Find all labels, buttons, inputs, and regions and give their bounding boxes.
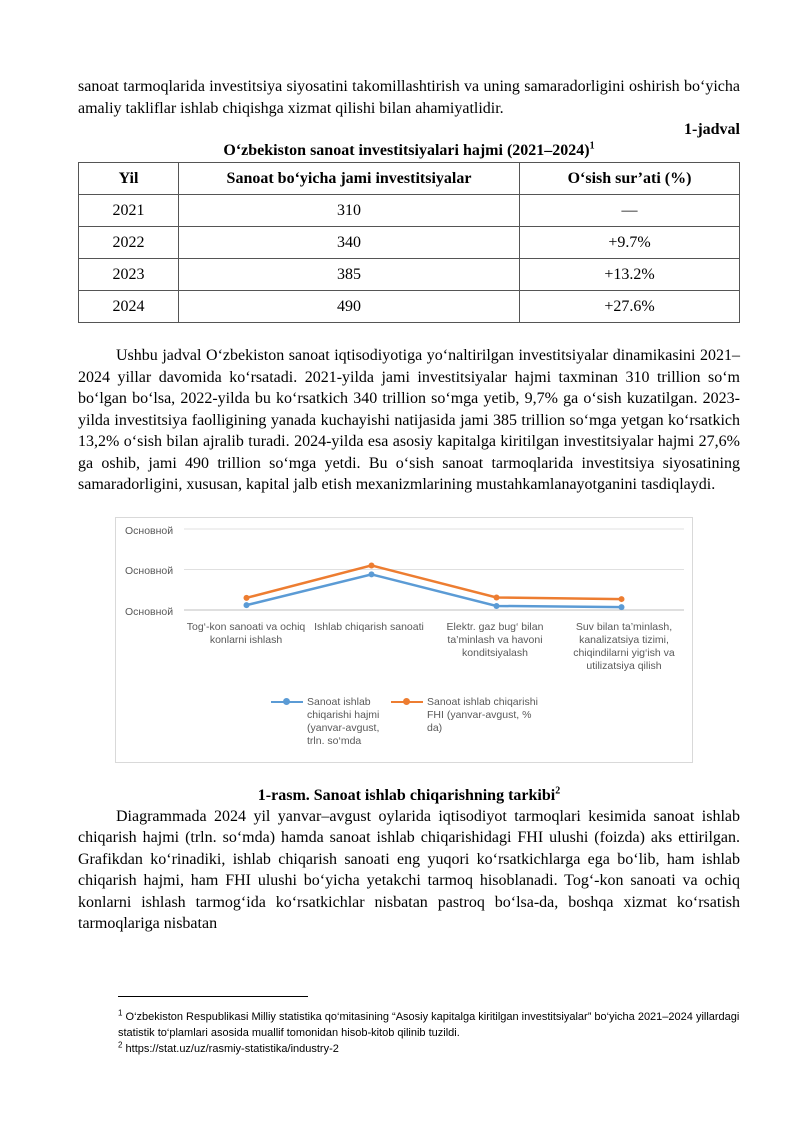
document-page: [78, 76, 740, 935]
legend-label: Sanoat ishlab chiqarishi FHI (yanvar-avgust, % da): [427, 695, 538, 734]
investment-table: [78, 162, 740, 323]
cell-investment: 490: [179, 291, 520, 323]
cell-year: 2023: [79, 259, 179, 291]
cell-year: 2022: [79, 227, 179, 259]
cell-growth: —: [520, 195, 740, 227]
figure-caption-text: 1-rasm. Sanoat ishlab chiqarishning tarkibi: [257, 786, 556, 804]
y-tick-label: Основной: [125, 524, 174, 537]
y-tick-label: Основной: [125, 605, 174, 618]
footnote-link[interactable]: https://stat.uz/uz/rasmiy-statistika/industry-2: [125, 1043, 339, 1055]
table-analysis-paragraph: Ushbu jadval O‘zbekiston sanoat iqtisodiyotiga yo‘naltirilgan investitsiyalar dinamikasini 2021–2024 yillar davomida ko‘rsatadi. 2021-yilda jami investitsiyalar hajmi taxminan 310 trillion so‘m bo‘lgan bo‘lsa, 2022-yilda bu ko‘rsatkich 340 trillion so‘mga yetib, 9,7% ga o‘sish kuzatilgan. 2023-yilda investitsiya faolligining yanada kuchayishi natijasida jami 385 trillion so‘mga yetgan ko‘rsatkich 13,2% o‘sish bilan ajralib turadi. 2024-yilda esa asosiy kapitalga kiritilgan investitsiyalar hajmi 27,6% ga oshib, jami 490 trillion so‘mga yetdi. Bu o‘sish sanoat tarmoqlarida investitsiya siyosatining samaradorligini, xususan, kapital jalb etish mexanizmlarining mustahkamlanayotganini tasdiqlaydi.: [78, 347, 740, 493]
data-point: [494, 594, 500, 600]
cell-growth: +27.6%: [520, 291, 740, 323]
table-caption-text: O‘zbekiston sanoat investitsiyalari hajmi (2021–2024): [223, 142, 590, 159]
header-year: Yil: [79, 163, 179, 195]
header-growth-rate: O‘sish sur’ati (%): [520, 163, 740, 195]
industry-structure-chart: [115, 517, 693, 763]
footnote-2: [118, 1041, 740, 1057]
footnote-ref-2[interactable]: 2: [555, 785, 561, 797]
x-category-label: Tog‘-kon sanoati va ochiq konlarni ishlash: [186, 620, 306, 646]
footnote-mark: 2: [118, 1040, 123, 1050]
cell-year: 2021: [79, 195, 179, 227]
data-point: [494, 602, 500, 608]
cell-year: 2024: [79, 291, 179, 323]
series-line-1: [247, 565, 622, 599]
data-point: [369, 571, 375, 577]
table-number: 1-jadval: [684, 121, 740, 138]
cell-investment: 340: [179, 227, 520, 259]
data-point: [619, 596, 625, 602]
intro-paragraph: sanoat tarmoqlarida investitsiya siyosatini takomillashtirish va uning samaradorligini oshirish bo‘yicha amaliy takliflar ishlab chiqishga xizmat qilishi bilan ahamiyatlidir.: [78, 78, 740, 117]
legend-label: Sanoat ishlab chiqarishi hajmi (yanvar-avgust, trln. so‘mda: [307, 695, 380, 747]
cell-growth: +9.7%: [520, 227, 740, 259]
cell-investment: 310: [179, 195, 520, 227]
table-header-row: [79, 163, 740, 195]
cell-growth: +13.2%: [520, 259, 740, 291]
footnote-divider: [118, 996, 308, 997]
x-category-label: Ishlab chiqarish sanoati: [314, 620, 424, 633]
table-row: [79, 227, 740, 259]
table-row: [79, 195, 740, 227]
footnote-text: O‘zbekiston Respublikasi Milliy statistika qo‘mitasining “Asosiy kapitalga kiritilgan investitsiyalar” bo‘yicha 2021–2024 yillardagi statistik to‘plamlari asosida muallif tomonidan hisob-kitob qilinib tuzildi.: [118, 1011, 740, 1039]
footnote-mark: 1: [118, 1008, 123, 1018]
footnote-ref-1[interactable]: 1: [589, 140, 595, 152]
figure-analysis-paragraph: Diagrammada 2024 yil yanvar–avgust oylarida iqtisodiyot tarmoqlari kesimida sanoat ishlab chiqarish hajmi (trln. so‘mda) hamda sanoat ishlab chiqarishidagi FHI ulushi (foizda) aks ettirilgan. Grafikdan ko‘rinadiki, ishlab chiqarish sanoati eng yuqori ko‘rsatkichlarga ega bo‘lib, ham ishlab chiqarish hajmi, ham FHI ulushi bo‘yicha yetakchi tarmoq hisoblanadi. Tog‘-kon sanoati va ochiq konlarni ishlash tarmog‘ida ko‘rsatkichlar nisbatan pastroq bo‘lsa-da, boshqa xizmat ko‘rsatish tarmoqlariga nisbatan: [78, 807, 740, 932]
footnotes: [118, 996, 740, 1057]
legend-marker: [283, 698, 290, 705]
cell-investment: 385: [179, 259, 520, 291]
x-category-label: Suv bilan ta’minlash, kanalizatsiya tizimi, chiqindilarni yig‘ish va utilizatsiya qilish: [573, 620, 675, 672]
series-line-0: [247, 574, 622, 607]
table-row: [79, 291, 740, 323]
data-point: [244, 602, 250, 608]
table-row: [79, 259, 740, 291]
figure-caption: [78, 785, 740, 806]
table-caption: [78, 140, 740, 161]
x-category-label: Elektr. gaz bug‘ bilan ta’minlash va havoni konditsiyalash: [446, 620, 544, 659]
data-point: [369, 562, 375, 568]
legend-marker: [403, 698, 410, 705]
data-point: [244, 594, 250, 600]
data-point: [619, 604, 625, 610]
header-total-investment: Sanoat bo‘yicha jami investitsiyalar: [179, 163, 520, 195]
footnote-1: [118, 1009, 740, 1041]
y-tick-label: Основной: [125, 564, 174, 577]
